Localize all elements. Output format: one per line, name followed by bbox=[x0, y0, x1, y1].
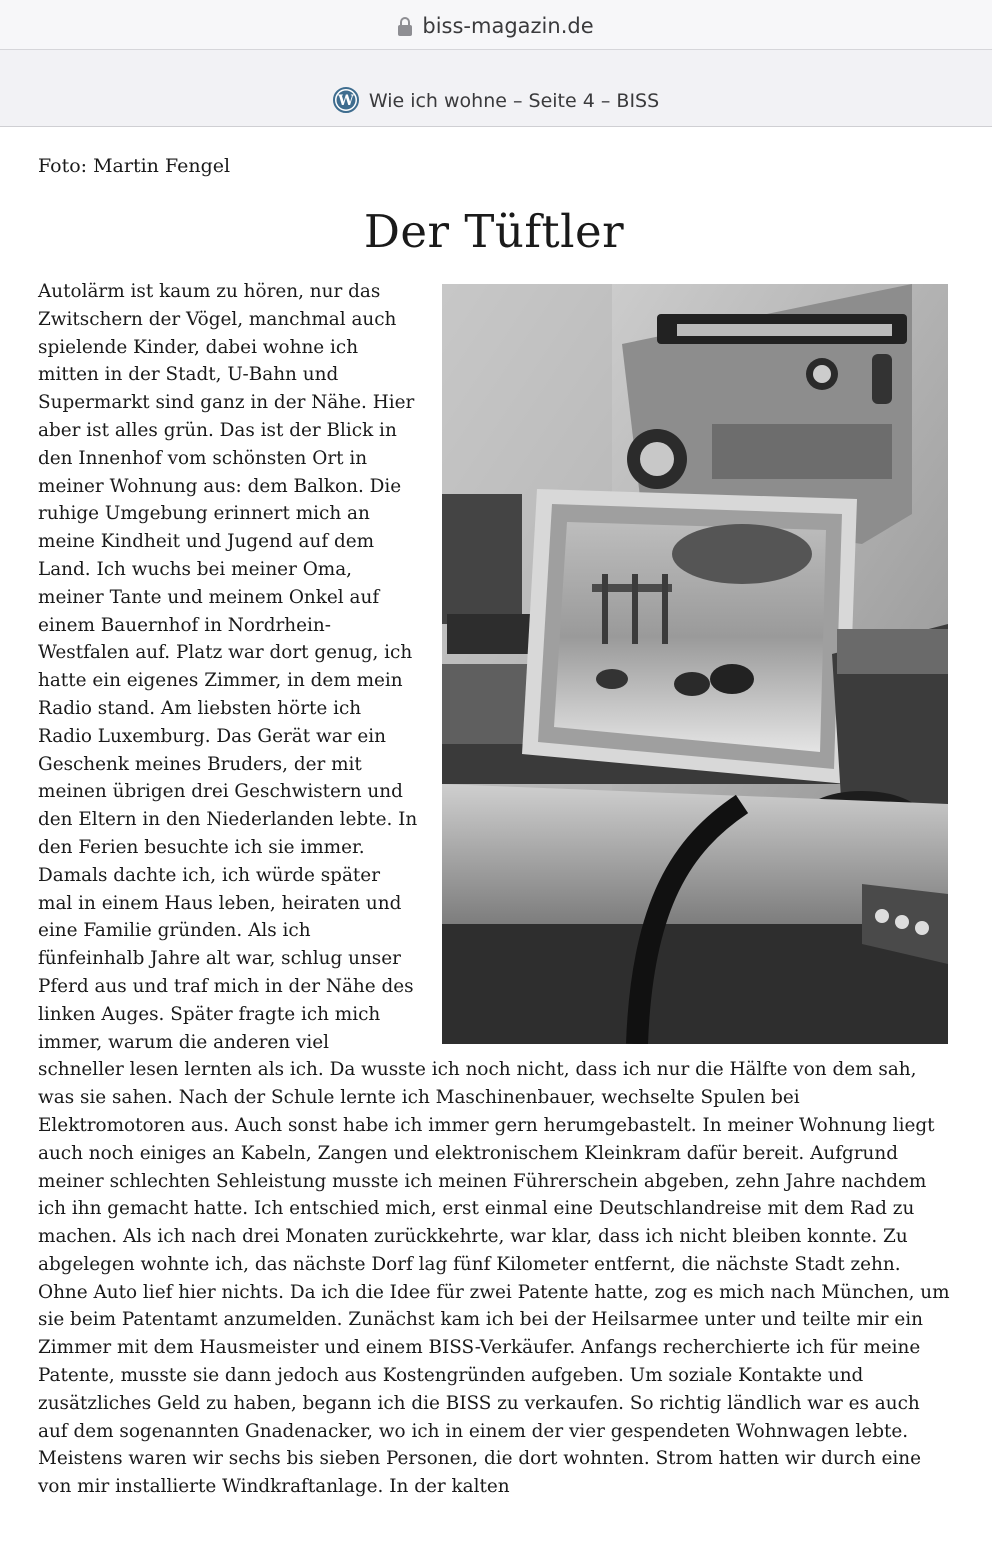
address-bar[interactable] bbox=[0, 0, 992, 50]
tab-bar bbox=[0, 50, 992, 127]
article-photo bbox=[442, 284, 948, 1044]
lock-icon bbox=[398, 17, 412, 35]
active-tab[interactable] bbox=[0, 86, 992, 116]
photo-credit: Foto: Martin Fengel bbox=[38, 155, 231, 177]
article-container bbox=[38, 150, 950, 1501]
article-body bbox=[38, 278, 950, 1501]
tab-title: Wie ich wohne – Seite 4 – BISS bbox=[368, 90, 660, 112]
svg-text:W: W bbox=[337, 93, 354, 109]
article-title: Der Tüftler bbox=[363, 205, 625, 258]
url-text: biss-magazin.de bbox=[422, 14, 594, 38]
url-display[interactable] bbox=[0, 12, 992, 40]
article-text: Autolärm ist kaum zu hören, nur das Zwitschern der Vögel, manchmal auch spielende Kinder, dabei wohne ich mitten in der Stadt, U-Bahn und Supermarkt sind ganz in der Nähe. Hier aber ist alles grün. Das ist der Blick in den Innenhof vom schönsten Ort in meiner Wohnung aus: dem Balkon. Die ruhige Umgebung erinnert mich an meine Kindheit und Jugend auf dem Land. Ich wuchs bei meiner Oma, meiner Tante und meinem Onkel auf einem Bauernhof in Nordrhein-Westfalen auf. Platz war dort genug, ich hatte ein eigenes Zimmer, in dem mein Radio stand. Am liebsten hörte ich Radio Luxemburg. Das Gerät war ein Geschenk meines Bruders, der mit meinen übrigen drei Geschwistern und den Eltern in den Niederlanden lebte. In den Ferien besuchte ich sie immer. Damals dachte ich, ich würde später mal in einem Haus leben, heiraten und eine Familie gründen. Als ich fünfeinhalb Jahre alt war, schlug unser Pferd aus und traf mich in der Nähe des linken Auges. Später fragte ich mich immer, warum die anderen viel schneller lesen lernten als ich. Da wusste ich noch nicht, dass ich nur die Hälfte von dem sah, was sie sahen. Nach der Schule lernte ich Maschinenbauer, wechselte Spulen bei Elektromotoren aus. Auch sonst habe ich immer gern herumgebastelt. In meiner Wohnung liegt auch noch einiges an Kabeln, Zangen und elektronischem Kleinkram dafür bereit. Aufgrund meiner schlechten Sehleistung musste ich meinen Führerschein abgeben, zehn Jahre nachdem ich ihn gemacht hatte. Ich entschied mich, erst einmal eine Deutschlandreise mit dem Rad zu machen. Als ich nach drei Monaten zurückkehrte, war klar, dass ich nicht bleiben konnte. Zu abgelegen wohnte ich, das nächste Dorf lag fünf Kilometer entfernt, die nächste Stadt zehn. Ohne Auto lief hier nichts. Da ich die Idee für zwei Patente hatte, zog es mich nach München, um sie beim Patentamt anzumelden. Zunächst kam ich bei der Heilsarmee unter und teilte mir ein Zimmer mit dem Hausmeister und einem BISS-Verkäufer. Anfangs recherchierte ich für meine Patente, musste sie dann jedoch aus Kostengründen aufgeben. Um soziale Kontakte und zusätzliches Geld zu haben, begann ich die BISS zu verkaufen. So richtig ländlich war es auch auf dem sogenannten Gnadenacker, wo ich in einem der vier gespendeten Wohnwagen lebte. Meistens waren wir sechs bis sieben Personen, die dort wohnten. Strom hatten wir durch eine von mir installierte Windkraftanlage. In der kalten bbox=[38, 281, 950, 1498]
wordpress-icon bbox=[333, 87, 359, 113]
